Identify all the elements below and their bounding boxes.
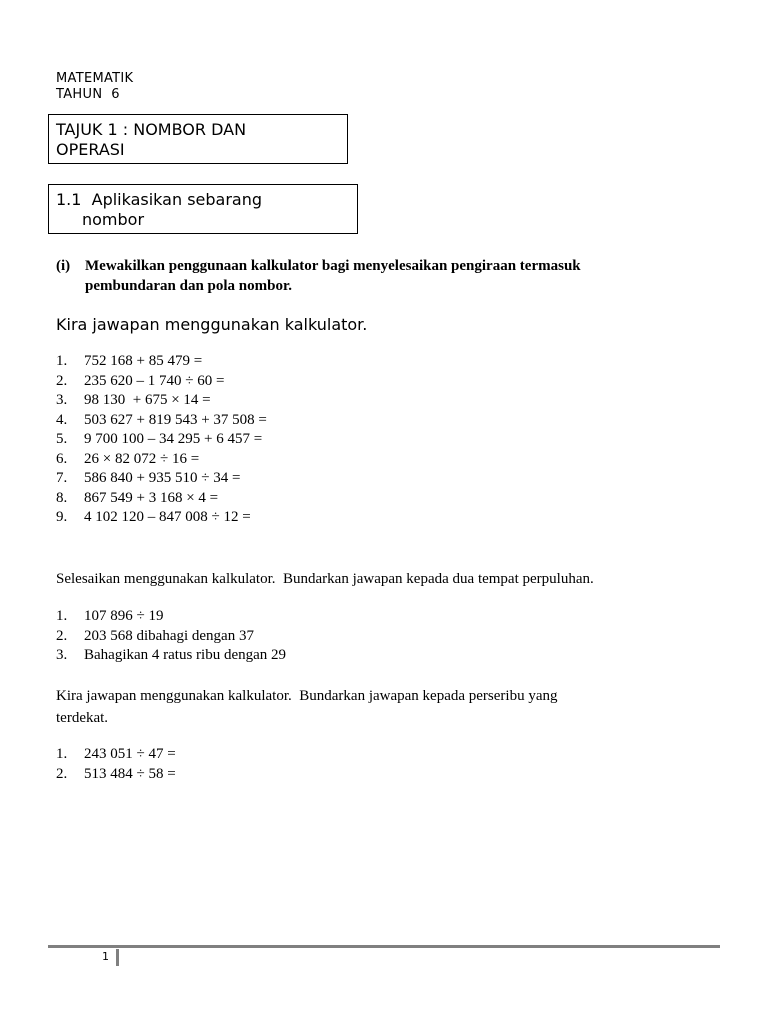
list-item: [56, 489, 656, 509]
question-expression: 243 051 ÷ 47 =: [84, 746, 176, 762]
question-number: 3.: [56, 647, 68, 663]
question-number: 7.: [56, 470, 68, 486]
question-number: 1.: [56, 746, 68, 762]
section3-question-list: [56, 745, 656, 784]
section2-question-list: [56, 607, 656, 666]
section1-instruction: Kira jawapan menggunakan kalkulator.: [56, 315, 368, 334]
objective-line1: Mewakilkan penggunaan kalkulator bagi menyelesaikan pengiraan termasuk: [85, 258, 581, 274]
question-expression: 513 484 ÷ 58 =: [84, 765, 176, 782]
question-expression: 9 700 100 – 34 295 + 6 457 =: [84, 431, 263, 447]
question-expression: 203 568 dibahagi dengan 37: [84, 627, 254, 644]
question-number: 5.: [56, 431, 68, 447]
question-number: 1.: [56, 353, 68, 369]
topic-box: [48, 114, 348, 164]
question-expression: 503 627 + 819 543 + 37 508 =: [84, 411, 267, 428]
question-expression: 752 168 + 85 479 =: [84, 353, 203, 369]
question-number: 2.: [56, 765, 68, 782]
question-number: 8.: [56, 489, 68, 506]
list-item: [56, 469, 656, 489]
list-item: [56, 508, 656, 528]
section2-instruction: Selesaikan menggunakan kalkulator. Bundarkan jawapan kepada dua tempat perpuluhan.: [56, 571, 594, 587]
question-expression: 867 549 + 3 168 × 4 =: [84, 489, 219, 506]
list-item: [56, 450, 656, 470]
objective-line2: pembundaran dan pola nombor.: [85, 278, 293, 294]
list-item: [56, 745, 656, 765]
footer-divider: [48, 945, 720, 948]
section3-instruction: [56, 685, 557, 729]
section3-instruction-line1: Kira jawapan menggunakan kalkulator. Bundarkan jawapan kepada perseribu yang: [56, 688, 558, 704]
subtopic-title-line1: 1.1 Aplikasikan sebarang: [56, 190, 263, 209]
question-number: 9.: [56, 509, 68, 525]
question-expression: 98 130 + 675 × 14 =: [84, 392, 211, 408]
question-expression: 235 620 – 1 740 ÷ 60 =: [84, 372, 225, 389]
question-number: 6.: [56, 450, 68, 467]
question-number: 4.: [56, 411, 68, 428]
topic-title-line2: OPERASI: [56, 140, 125, 159]
question-expression: 586 840 + 935 510 ÷ 34 =: [84, 470, 241, 486]
question-expression: 107 896 ÷ 19: [84, 608, 164, 624]
section1-question-list: [56, 352, 656, 528]
page-number: 1: [102, 950, 109, 963]
question-expression: 4 102 120 – 847 008 ÷ 12 =: [84, 509, 251, 525]
subtopic-box: [48, 184, 358, 234]
list-item: [56, 765, 656, 785]
list-item: [56, 430, 656, 450]
topic-title-line1: TAJUK 1 : NOMBOR DAN: [56, 120, 247, 139]
question-expression: 26 × 82 072 ÷ 16 =: [84, 450, 200, 467]
question-number: 2.: [56, 627, 68, 644]
subject-label: MATEMATIK: [56, 71, 134, 86]
list-item: [56, 372, 656, 392]
objective-marker: (i): [56, 258, 71, 274]
list-item: [56, 352, 656, 372]
question-expression: Bahagikan 4 ratus ribu dengan 29: [84, 647, 287, 663]
list-item: [56, 646, 656, 666]
list-item: [56, 627, 656, 647]
section3-instruction-line2: terdekat.: [56, 710, 109, 726]
list-item: [56, 411, 656, 431]
objective-text: [85, 256, 725, 296]
page-number-divider: [116, 949, 119, 966]
question-number: 3.: [56, 392, 68, 408]
question-number: 1.: [56, 608, 68, 624]
question-number: 2.: [56, 372, 68, 389]
year-label: TAHUN 6: [56, 87, 120, 102]
list-item: [56, 391, 656, 411]
list-item: [56, 607, 656, 627]
subtopic-title-line2: nombor: [82, 210, 145, 229]
